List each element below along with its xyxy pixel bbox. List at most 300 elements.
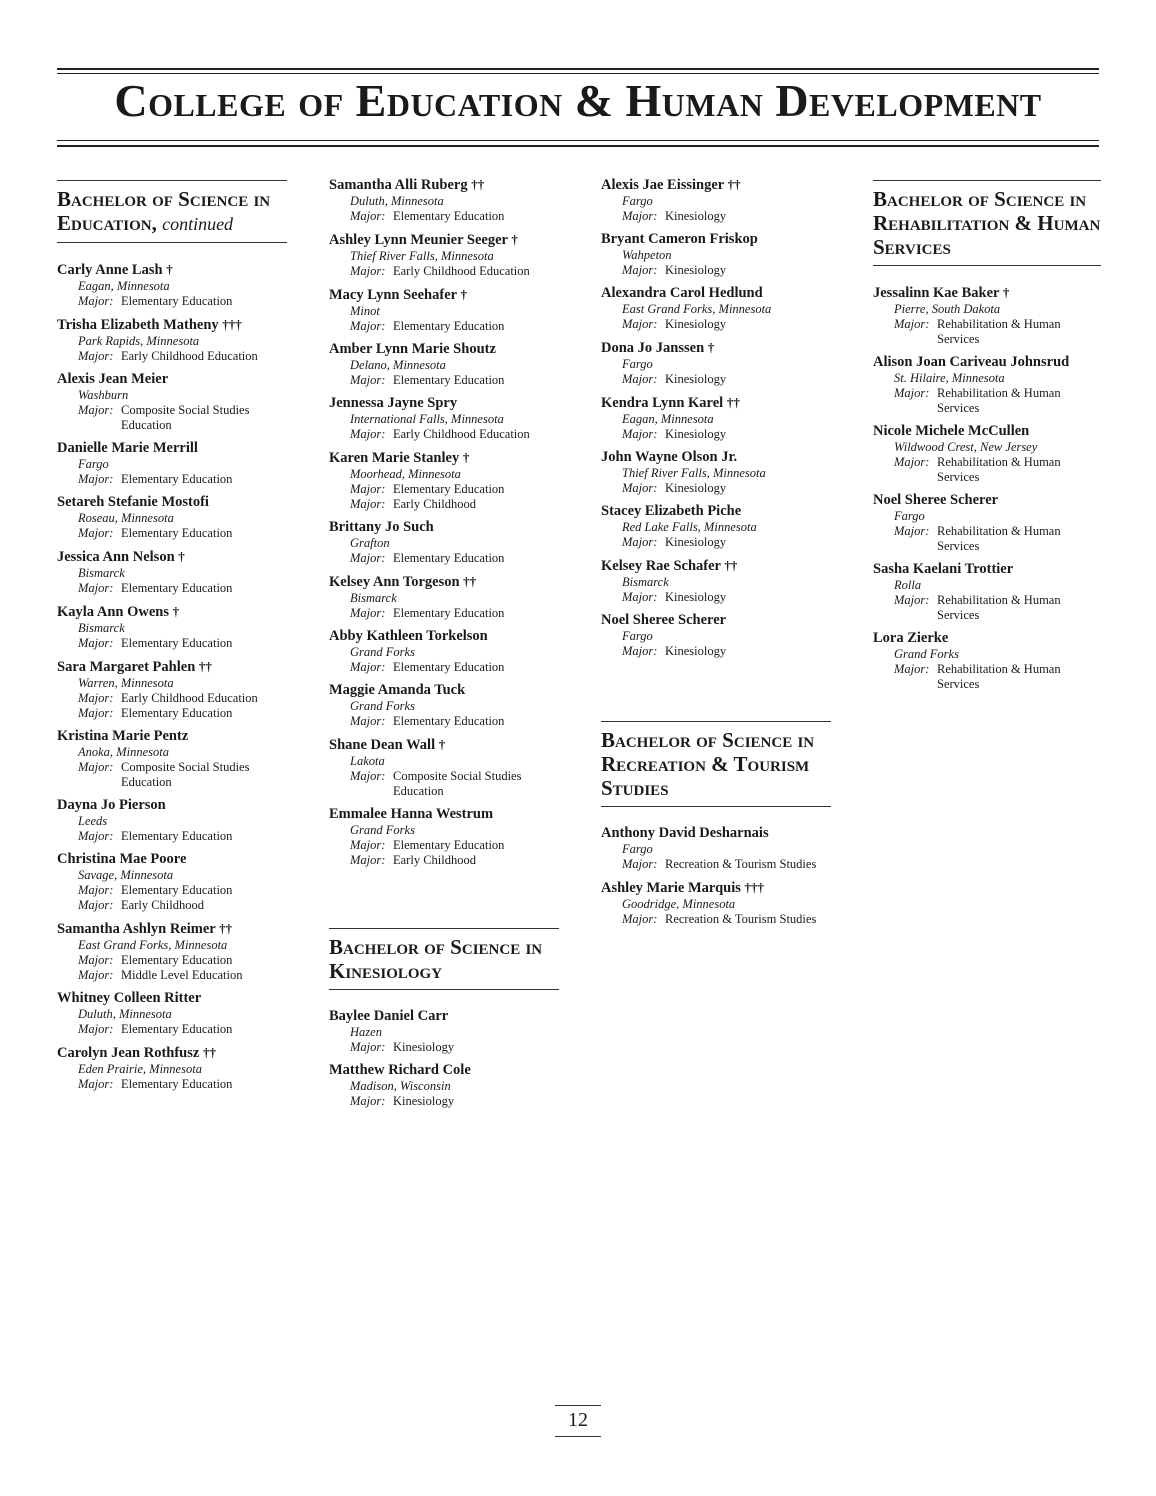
major-value: Rehabilitation & Human Services [937, 317, 1061, 346]
graduate-name-line [601, 231, 831, 248]
graduate-name: Sara Margaret Pahlen [57, 659, 196, 675]
major-label: Major: [350, 319, 386, 333]
major-value: Elementary Education [121, 581, 233, 595]
major-label: Major: [350, 209, 386, 223]
hometown: Bismarck [78, 621, 125, 635]
graduate-name: Kendra Lynn Karel [601, 395, 724, 411]
major-value: Elementary Education [393, 838, 505, 852]
major-row [78, 636, 287, 651]
graduate-name-line [873, 284, 1101, 302]
major-label: Major: [78, 349, 114, 363]
major-row [78, 760, 287, 790]
hometown: Wildwood Crest, New Jersey [894, 440, 1038, 454]
graduate-name: Carolyn Jean Rothfusz [57, 1045, 200, 1061]
hometown: Pierre, South Dakota [894, 302, 1001, 316]
major-value: Elementary Education [393, 714, 505, 728]
major-row [78, 1022, 287, 1037]
major-value: Composite Social Studies Education [393, 769, 522, 798]
graduate-name: Brittany Jo Such [329, 519, 434, 535]
major-label: Major: [622, 535, 658, 549]
graduate-name-line [329, 1062, 559, 1079]
section [329, 176, 559, 868]
major-row [622, 912, 831, 927]
graduate-name: Ashley Lynn Meunier Seeger [329, 232, 508, 248]
hometown: Anoka, Minnesota [78, 745, 169, 759]
major-value: Kinesiology [393, 1040, 455, 1054]
major-label: Major: [350, 606, 386, 620]
hometown: Fargo [622, 629, 653, 643]
honors-marks: † [462, 450, 470, 465]
major-value: Elementary Education [393, 209, 505, 223]
graduate-name: Anthony David Desharnais [601, 825, 769, 841]
graduate-name-line [329, 736, 559, 754]
major-row [78, 898, 287, 913]
hometown: Eden Prairie, Minnesota [78, 1062, 202, 1076]
section [601, 721, 831, 927]
section-heading [329, 928, 559, 990]
major-value: Rehabilitation & Human Services [937, 662, 1061, 691]
graduate-name: Kristina Marie Pentz [57, 728, 189, 744]
major-row [622, 644, 831, 659]
graduate-name: Setareh Stefanie Mostofi [57, 494, 209, 510]
major-label: Major: [78, 706, 114, 720]
graduate-entry [57, 261, 287, 309]
graduate-name: Kelsey Ann Torgeson [329, 574, 460, 590]
graduate-name: Dayna Jo Pierson [57, 797, 166, 813]
graduate-name: Ashley Marie Marquis [601, 880, 741, 896]
hometown: Fargo [622, 357, 653, 371]
section-heading-text: Bachelor of Science in Education, [57, 187, 271, 235]
graduate-name-line [57, 261, 287, 279]
graduate-entry [329, 806, 559, 868]
graduate-entry [601, 879, 831, 927]
major-row [350, 373, 559, 388]
graduate-name: Bryant Cameron Friskop [601, 231, 758, 247]
major-label: Major: [894, 317, 930, 331]
major-row [350, 769, 559, 799]
hometown: Wahpeton [622, 248, 672, 262]
graduate-name: Amber Lynn Marie Shoutz [329, 341, 496, 357]
hometown: East Grand Forks, Minnesota [78, 938, 228, 952]
major-value: Kinesiology [665, 644, 727, 658]
section [873, 180, 1101, 692]
major-row [350, 319, 559, 334]
major-value: Kinesiology [665, 209, 727, 223]
graduate-entry [329, 628, 559, 675]
hometown: Roseau, Minnesota [78, 511, 174, 525]
major-row [78, 526, 287, 541]
section-heading-text: Bachelor of Science in Kinesiology [329, 935, 543, 983]
major-label: Major: [78, 526, 114, 540]
graduate-name: Stacey Elizabeth Piche [601, 503, 742, 519]
graduate-name-line [57, 920, 287, 938]
graduate-entry [601, 231, 831, 278]
major-row [350, 264, 559, 279]
graduate-name-line [329, 682, 559, 699]
major-value: Early Childhood Education [393, 264, 530, 278]
title-rule-outer [57, 145, 1099, 147]
major-row [78, 953, 287, 968]
section-heading-suffix: continued [162, 214, 234, 234]
hometown: Washburn [78, 388, 129, 402]
graduate-name-line [329, 519, 559, 536]
hometown: Fargo [78, 457, 109, 471]
graduate-name: John Wayne Olson Jr. [601, 449, 738, 465]
graduate-name: Abby Kathleen Torkelson [329, 628, 488, 644]
major-row [78, 691, 287, 706]
major-row [78, 883, 287, 898]
graduate-name: Shane Dean Wall [329, 737, 436, 753]
hometown: International Falls, Minnesota [350, 412, 504, 426]
graduate-entry [329, 573, 559, 621]
graduate-name-line [329, 176, 559, 194]
major-value: Elementary Education [121, 472, 233, 486]
hometown: Eagan, Minnesota [622, 412, 714, 426]
major-value: Elementary Education [121, 706, 233, 720]
column-3 [601, 172, 831, 934]
major-row [78, 472, 287, 487]
major-row [350, 209, 559, 224]
graduate-name-line [601, 503, 831, 520]
graduate-name: Alexis Jean Meier [57, 371, 169, 387]
major-row [622, 857, 831, 872]
major-label: Major: [622, 427, 658, 441]
honors-marks: †† [463, 574, 477, 589]
graduate-name-line [57, 494, 287, 511]
column-1 [57, 172, 287, 1099]
graduate-name-line [873, 561, 1101, 578]
section-heading-text: Bachelor of Science in Recreation & Tourism Studies [601, 728, 815, 800]
hometown: Bismarck [622, 575, 669, 589]
hometown: Grand Forks [350, 823, 415, 837]
major-label: Major: [78, 760, 114, 774]
honors-marks: ††† [222, 317, 242, 332]
major-label: Major: [622, 317, 658, 331]
major-label: Major: [78, 691, 114, 705]
graduate-entry [57, 440, 287, 487]
hometown: Warren, Minnesota [78, 676, 174, 690]
major-label: Major: [894, 593, 930, 607]
major-label: Major: [78, 953, 114, 967]
major-row [622, 209, 831, 224]
honors-marks: † [460, 287, 467, 302]
major-label: Major: [622, 481, 658, 495]
major-label: Major: [78, 829, 114, 843]
graduate-entry [873, 492, 1101, 554]
major-row [350, 838, 559, 853]
major-row [78, 403, 287, 433]
major-value: Middle Level Education [121, 968, 243, 982]
graduate-entry [57, 990, 287, 1037]
major-row [894, 593, 1101, 623]
major-value: Elementary Education [121, 829, 233, 843]
honors-marks: ††† [744, 880, 765, 895]
major-row [622, 535, 831, 550]
graduate-name: Jennessa Jayne Spry [329, 395, 458, 411]
major-value: Rehabilitation & Human Services [937, 524, 1061, 553]
major-label: Major: [622, 857, 658, 871]
graduate-entry [601, 339, 831, 387]
hometown: Bismarck [350, 591, 397, 605]
hometown: Thief River Falls, Minnesota [622, 466, 766, 480]
major-value: Kinesiology [665, 372, 727, 386]
major-label: Major: [78, 581, 114, 595]
major-label: Major: [622, 209, 658, 223]
hometown: Lakota [350, 754, 385, 768]
major-value: Composite Social Studies Education [121, 760, 250, 789]
graduate-name: Baylee Daniel Carr [329, 1008, 449, 1024]
major-label: Major: [350, 1094, 386, 1108]
major-label: Major: [894, 386, 930, 400]
major-label: Major: [78, 294, 114, 308]
major-label: Major: [350, 482, 386, 496]
hometown: Savage, Minnesota [78, 868, 174, 882]
section [57, 180, 287, 1092]
major-row [350, 482, 559, 497]
hometown: Fargo [622, 194, 653, 208]
major-row [622, 481, 831, 496]
hometown: Rolla [894, 578, 922, 592]
graduate-name: Matthew Richard Cole [329, 1062, 471, 1078]
graduate-name-line [329, 449, 559, 467]
graduate-name-line [329, 286, 559, 304]
top-rule-outer [57, 68, 1099, 70]
graduate-name-line [601, 612, 831, 629]
graduate-name: Emmalee Hanna Westrum [329, 806, 494, 822]
graduate-name-line [57, 851, 287, 868]
major-value: Kinesiology [665, 317, 727, 331]
graduate-entry [601, 825, 831, 872]
major-value: Early Childhood [121, 898, 204, 912]
graduate-entry [601, 557, 831, 605]
major-label: Major: [894, 662, 930, 676]
major-row [622, 372, 831, 387]
graduate-entry [329, 682, 559, 729]
major-label: Major: [622, 590, 658, 604]
major-value: Kinesiology [665, 263, 727, 277]
major-value: Rehabilitation & Human Services [937, 593, 1061, 622]
graduate-name: Noel Sheree Scherer [601, 612, 727, 628]
graduate-entry [57, 658, 287, 721]
major-value: Kinesiology [665, 590, 727, 604]
major-value: Elementary Education [393, 373, 505, 387]
graduate-name-line [57, 603, 287, 621]
major-value: Elementary Education [121, 636, 233, 650]
honors-marks: †† [471, 177, 485, 192]
graduate-name: Christina Mae Poore [57, 851, 187, 867]
major-row [894, 455, 1101, 485]
major-label: Major: [622, 912, 658, 926]
column-2 [329, 172, 559, 1116]
graduate-name-line [329, 231, 559, 249]
graduate-entry [57, 603, 287, 651]
major-value: Kinesiology [665, 427, 727, 441]
graduate-name-line [873, 630, 1101, 647]
major-label: Major: [350, 660, 386, 674]
major-label: Major: [350, 427, 386, 441]
hometown: Duluth, Minnesota [350, 194, 444, 208]
major-value: Kinesiology [665, 481, 727, 495]
graduate-name: Alexis Jae Eissinger [601, 177, 724, 193]
hometown: Park Rapids, Minnesota [78, 334, 200, 348]
graduate-name-line [601, 176, 831, 194]
graduate-name-line [57, 990, 287, 1007]
major-value: Kinesiology [393, 1094, 455, 1108]
graduate-name-line [57, 316, 287, 334]
section [329, 928, 559, 1109]
graduate-name: Whitney Colleen Ritter [57, 990, 202, 1006]
section-heading [57, 180, 287, 243]
honors-marks: †† [198, 659, 212, 674]
major-label: Major: [622, 372, 658, 386]
major-label: Major: [622, 263, 658, 277]
honors-marks: †† [726, 395, 740, 410]
graduate-entry [57, 371, 287, 433]
major-value: Elementary Education [393, 319, 505, 333]
major-value: Recreation & Tourism Studies [665, 912, 817, 926]
graduate-entry [57, 494, 287, 541]
hometown: Hazen [350, 1025, 382, 1039]
major-row [350, 1040, 559, 1055]
honors-marks: †† [724, 558, 738, 573]
title-rule-inner [57, 140, 1099, 141]
major-label: Major: [350, 1040, 386, 1054]
graduate-entry [601, 176, 831, 224]
major-row [894, 386, 1101, 416]
graduate-entry [601, 449, 831, 496]
graduate-entry [57, 1044, 287, 1092]
graduate-entry [873, 284, 1101, 347]
graduate-entry [873, 561, 1101, 623]
hometown: Madison, Wisconsin [350, 1079, 451, 1093]
major-row [78, 1077, 287, 1092]
graduate-name-line [57, 440, 287, 457]
graduate-name: Karen Marie Stanley [329, 450, 460, 466]
graduate-entry [329, 519, 559, 566]
graduate-entry [57, 548, 287, 596]
graduate-entry [873, 354, 1101, 416]
major-row [350, 427, 559, 442]
major-value: Elementary Education [121, 883, 233, 897]
hometown: Goodridge, Minnesota [622, 897, 736, 911]
honors-marks: † [172, 604, 180, 619]
graduate-name-line [329, 628, 559, 645]
graduate-entry [873, 630, 1101, 692]
hometown: Thief River Falls, Minnesota [350, 249, 494, 263]
section-heading-text: Bachelor of Science in Rehabilitation & Human Services [873, 187, 1101, 259]
graduate-entry [57, 851, 287, 913]
honors-marks: † [178, 549, 185, 564]
major-value: Early Childhood [393, 497, 476, 511]
major-label: Major: [894, 524, 930, 538]
page-title: College of Education & Human Development [114, 75, 1042, 126]
graduate-entry [601, 503, 831, 550]
graduate-name-line [329, 1008, 559, 1025]
graduate-name-line [601, 557, 831, 575]
graduate-name-line [329, 395, 559, 412]
graduate-entry [601, 612, 831, 659]
major-label: Major: [350, 264, 386, 278]
graduate-name-line [601, 825, 831, 842]
graduate-name: Sasha Kaelani Trottier [873, 561, 1014, 577]
graduate-entry [329, 736, 559, 799]
graduate-name: Alison Joan Cariveau Johnsrud [873, 354, 1070, 370]
graduate-name: Alexandra Carol Hedlund [601, 285, 763, 301]
honors-marks: † [511, 232, 518, 247]
graduate-name-line [601, 449, 831, 466]
major-label: Major: [78, 403, 114, 417]
major-label: Major: [78, 883, 114, 897]
graduate-name-line [601, 339, 831, 357]
major-label: Major: [78, 898, 114, 912]
hometown: Fargo [894, 509, 925, 523]
major-row [622, 263, 831, 278]
graduate-entry [329, 286, 559, 334]
graduate-entry [601, 394, 831, 442]
hometown: Delano, Minnesota [350, 358, 446, 372]
major-row [350, 497, 559, 512]
graduate-entry [57, 920, 287, 983]
major-value: Elementary Education [393, 660, 505, 674]
major-label: Major: [78, 968, 114, 982]
major-row [78, 294, 287, 309]
graduate-name: Macy Lynn Seehafer [329, 287, 457, 303]
major-value: Early Childhood Education [393, 427, 530, 441]
graduate-entry [601, 285, 831, 332]
graduate-name-line [601, 394, 831, 412]
hometown: Grand Forks [894, 647, 959, 661]
major-value: Elementary Education [121, 1022, 233, 1036]
major-row [78, 581, 287, 596]
major-value: Composite Social Studies Education [121, 403, 250, 432]
hometown: Grand Forks [350, 699, 415, 713]
major-row [350, 1094, 559, 1109]
section-heading [873, 180, 1101, 266]
hometown: Minot [350, 304, 380, 318]
graduate-name: Trisha Elizabeth Matheny [57, 317, 219, 333]
graduate-name-line [57, 797, 287, 814]
graduate-entry [873, 423, 1101, 485]
graduate-name-line [329, 341, 559, 358]
major-row [622, 317, 831, 332]
hometown: Red Lake Falls, Minnesota [622, 520, 757, 534]
major-label: Major: [78, 1077, 114, 1091]
graduate-name: Nicole Michele McCullen [873, 423, 1030, 439]
graduate-name-line [873, 423, 1101, 440]
graduate-entry [329, 341, 559, 388]
major-row [350, 551, 559, 566]
major-label: Major: [350, 497, 386, 511]
graduate-name-line [57, 371, 287, 388]
hometown: Duluth, Minnesota [78, 1007, 172, 1021]
graduate-entry [57, 728, 287, 790]
graduate-entry [329, 231, 559, 279]
major-label: Major: [350, 769, 386, 783]
graduate-name-line [873, 492, 1101, 509]
graduate-entry [329, 1008, 559, 1055]
honors-marks: †† [202, 1045, 216, 1060]
graduate-name: Maggie Amanda Tuck [329, 682, 466, 698]
hometown: St. Hilaire, Minnesota [894, 371, 1005, 385]
major-value: Early Childhood Education [121, 349, 258, 363]
major-row [350, 714, 559, 729]
honors-marks: † [438, 737, 446, 752]
major-value: Rehabilitation & Human Services [937, 386, 1061, 415]
major-row [350, 853, 559, 868]
graduate-name: Noel Sheree Scherer [873, 492, 999, 508]
graduate-name: Carly Anne Lash [57, 262, 163, 278]
graduate-name-line [329, 573, 559, 591]
